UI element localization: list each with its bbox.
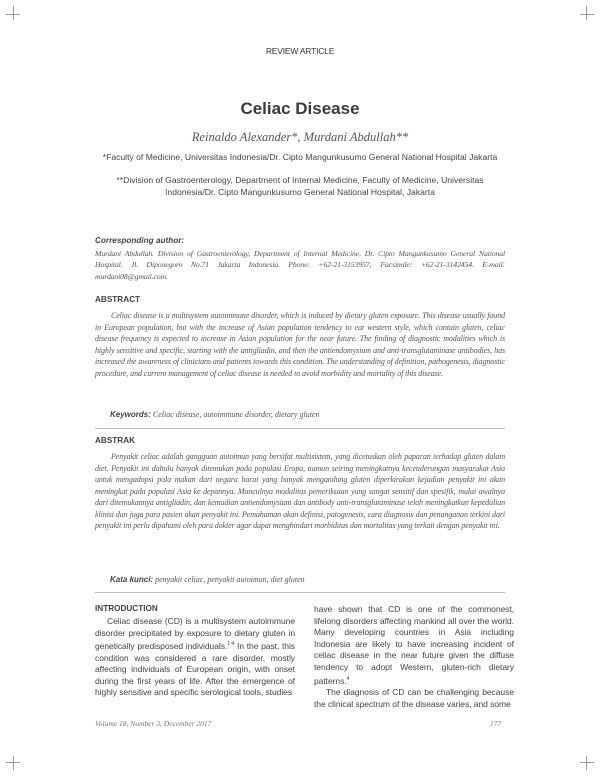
abstract-keywords (110, 410, 319, 419)
intro-paragraph-1-continued: have shown that CD is one of the commonest, lifelong disorders affecting mankind all over the world. Many developing countries in Asia including Indonesia are likely to have increasing incident of celiac disease in the near future given the diffuse tendency to adopt Western, gluten-rich dietary patterns.$^4$ (314, 604, 514, 686)
keywords-label: Keywords: (110, 410, 151, 419)
crop-mark (586, 756, 587, 770)
intro-right-column (314, 604, 514, 710)
footer-volume: Volume 18, Number 3, December 2017 (95, 719, 212, 728)
section-divider (95, 592, 505, 593)
abstrak-text: Penyakit celiac adalah gangguan autoimun yang bersifat multisistem, yang dicetuskan oleh paparan terhadap gluten dalam diet. Penyakit ini dahulu banyak ditemukan pada populasi Eropa, namun seiring meningkatnya kecenderungan masyarakat Asia untuk mengadopsi pola makan dari negara barat yang banyak mengandung gluten diperkirakan kejadian penyakit ini akan meningkat pada populasi Asia ke depannya. Munculnya modalitas pemeriksaan yang sangat sensitif dan spesifik, mulai awalnya dari ditemukannya antigliadin, dan kemudian antiendomysium dan antibody anti-transglutaminase telah meningkatkan kepedulian klinisi dan juga para pasien akan penyakit ini. Pemahaman akan definisi, patogenesis, cara diagnosis dan penanganan terkini dari penyakit ini perlu dipahami oleh para dokter agar dapat menghindari morbiditas dan mortalitas yang terkait dengan penyakit ini. (95, 452, 505, 530)
section-divider (95, 428, 505, 429)
affiliation-2: **Division of Gastroenterology, Department of Internal Medicine, Faculty of Medicine, Universitas Indonesia/Dr. Cipto Mangunkusumo General National Hospital, Jakarta (116, 175, 484, 197)
abstrak-heading: ABSTRAK (95, 436, 136, 445)
crop-mark (6, 14, 20, 15)
intro-paragraph-2: The diagnosis of CD can be challenging because the clinical spectrum of the disease varies, and some (314, 686, 514, 709)
abstract-text: Celiac disease is a multisystem autoimmune disorder, which is induced by dietary gluten exposure. This disease usually found in European population, but with the increase of Asian population tendency to eat western style, which contain gluten, celiac disease frequency is expected to increase in Asian population for the near future. The finding of diagnostic modalities which is highly sensitive and specific, starting with the antigliadin, and then the antiendomysium and anti-transglutaminase antibodies, has increased the awareness of clinicians and patients towards this condition. The understanding of definition, pathogenesis, diagnostic procedure, and current management of celiac disease is needed to avoid morbidity and mortality of this disease. (95, 311, 505, 378)
abstrak-keywords (110, 575, 305, 584)
intro-paragraph-1: Celiac disease (CD) is a multisystem autoimmune disorder precipitated by exposure to dietary gluten in genetically predisposed individuals.$^{1-4}$ In the past, this condition was considered a rare disorder, mostly affecting individuals of European origin, with onset during the first years of life. After the emergence of highly sensitive and specific serological tools, studies (95, 616, 296, 698)
crop-mark (6, 762, 20, 763)
keywords-value: Celiac disease, autoimmune disorder, dietary gluten (152, 410, 320, 419)
intro-left-column (95, 616, 295, 699)
corresponding-author-heading: Corresponding author: (95, 236, 185, 245)
crop-mark (586, 6, 587, 20)
introduction-heading: INTRODUCTION (95, 604, 158, 613)
kata-kunci-label: Kata kunci: (110, 575, 154, 584)
article-title: Celiac Disease (240, 99, 360, 118)
footer-page-number: 177 (490, 719, 502, 728)
corresponding-author-details: Murdani Abdullah. Division of Gastroenterology, Department of Internal Medicine, Dr. Cipto Mangunkusumo General National Hospital. Jl. Diponegoro No.71 Jakarta Indonesia. Phone: +62-21-3153957; Facsimile: +62-21-3142454. E-mail: murdani08@gmail.com. (95, 249, 505, 281)
author-list: Reinaldo Alexander*, Murdani Abdullah** (191, 130, 409, 144)
affiliation-1: *Faculty of Medicine, Universitas Indonesia/Dr. Cipto Mangunkusumo General National Hospital Jakarta (102, 152, 498, 162)
crop-mark (580, 14, 594, 15)
crop-mark (13, 756, 14, 770)
crop-mark (580, 762, 594, 763)
abstract-heading: ABSTRACT (95, 295, 141, 304)
article-type-label: REVIEW ARTICLE (265, 46, 335, 56)
kata-kunci-value: penyakit celiac, penyakit autoimun, diet gluten (155, 575, 305, 584)
crop-mark (13, 6, 14, 20)
